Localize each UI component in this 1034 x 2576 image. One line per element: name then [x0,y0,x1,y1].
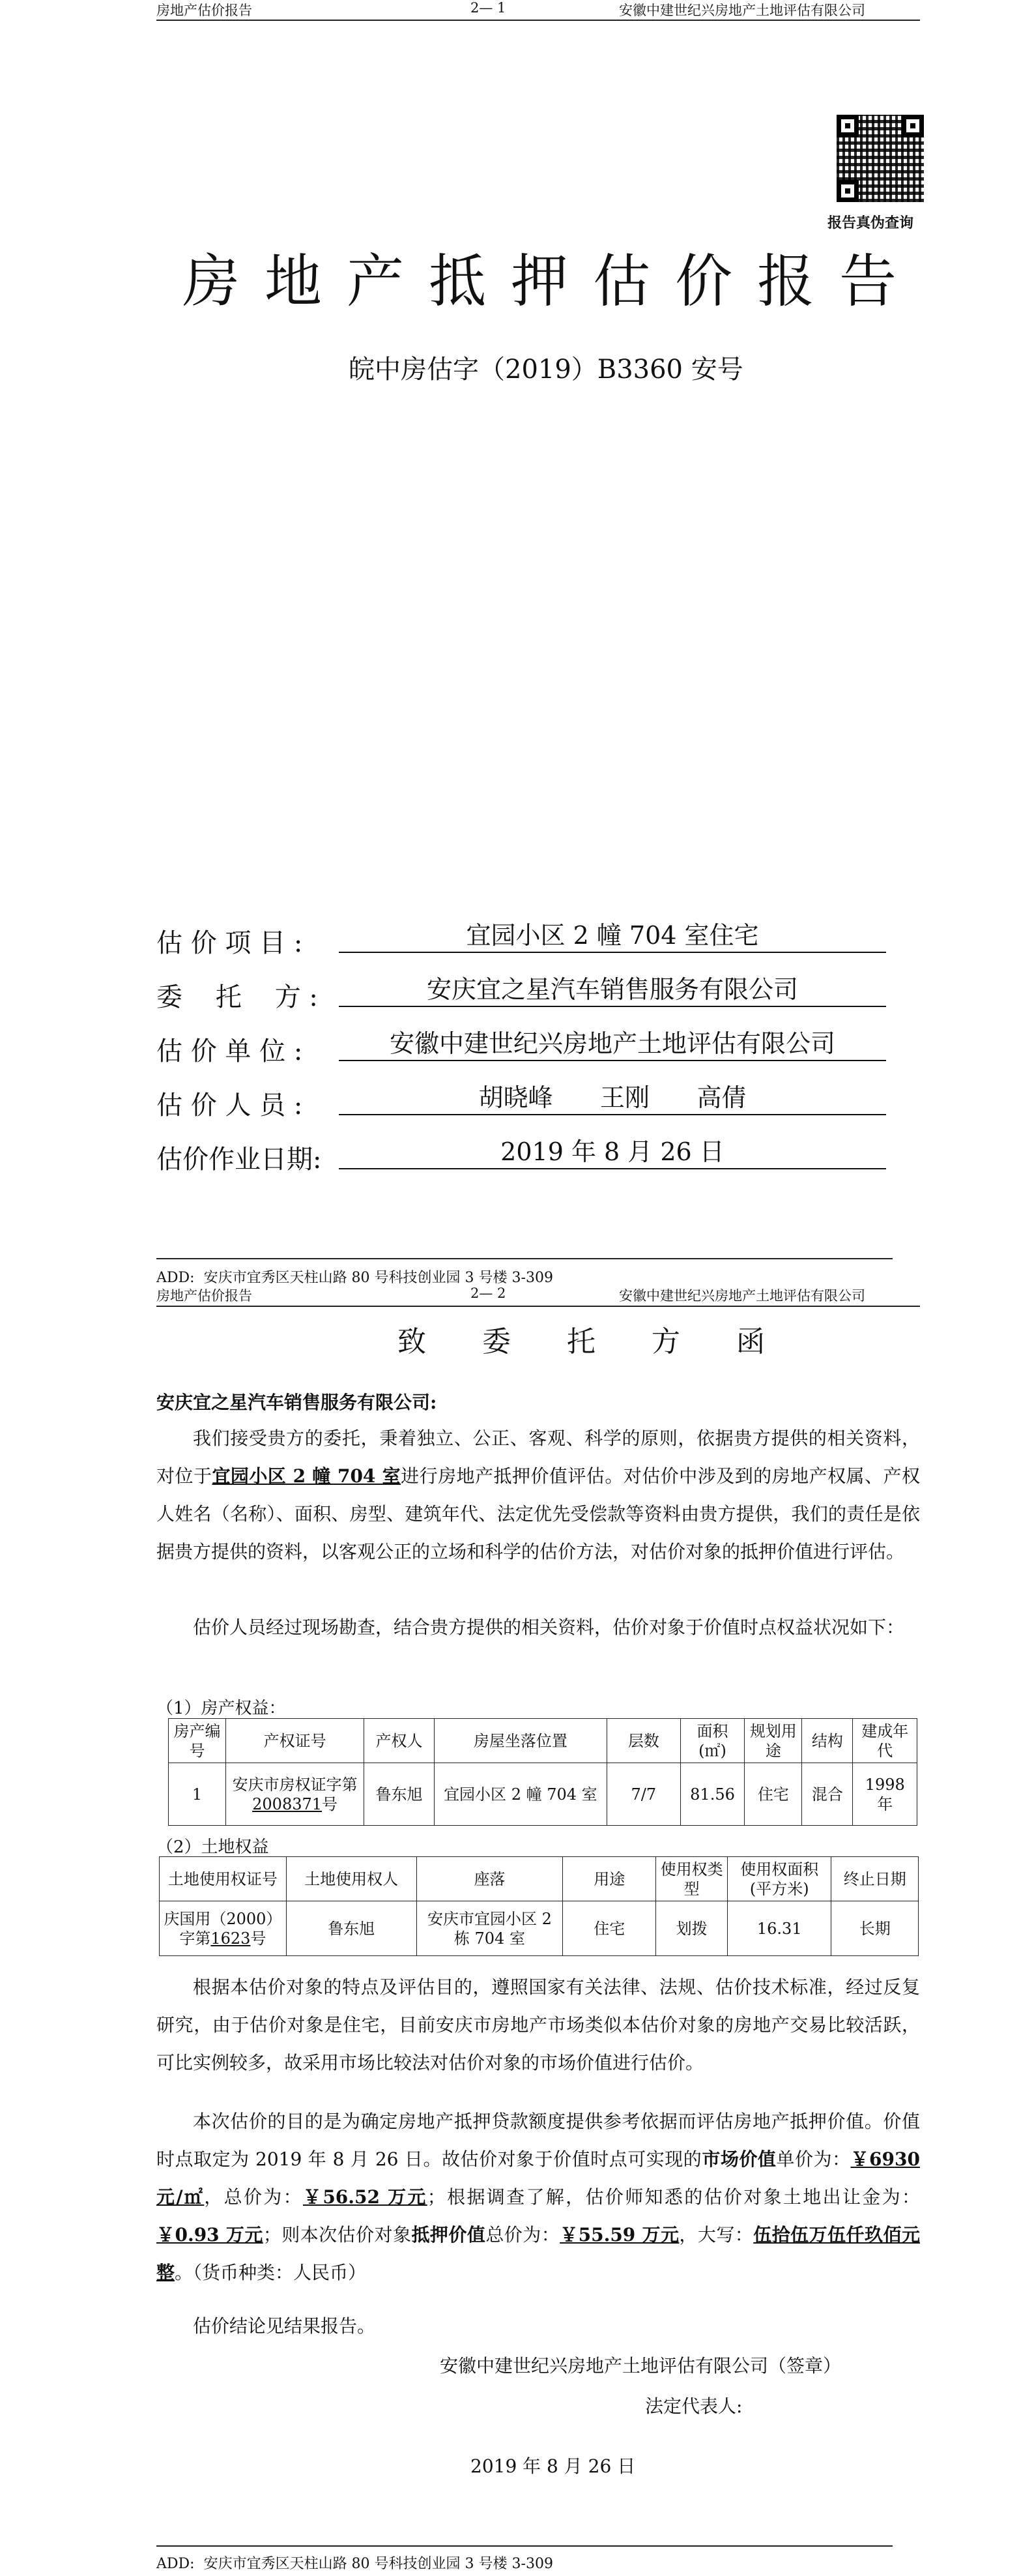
signature-line: 安徽中建世纪兴房地产土地评估有限公司（签章） [440,2355,842,2377]
land-rights-table [159,1856,919,1956]
table-header-cell: 终止日期 [831,1857,919,1901]
table-cell: 划拨 [656,1901,728,1956]
table-cell: 1 [169,1763,226,1826]
table-cell: 16.31 [727,1901,831,1956]
field-label-appraiser-unit: 估 价 单 位 : [156,1036,303,1066]
table-cell: 安庆市宜园小区 2 栋 704 室 [416,1901,563,1956]
header-right-2: 安徽中建世纪兴房地产土地评估有限公司 [619,1288,865,1304]
field-label-appraisers: 估 价 人 员 : [156,1090,303,1120]
table-cell: 混合 [802,1763,853,1826]
header-left: 房地产估价报告 [156,3,252,18]
field-value-appraiser-unit: 安徽中建世纪兴房地产土地评估有限公司 [339,1027,886,1061]
table-header-cell: 房屋坐落位置 [434,1719,607,1763]
paragraph-4: 本次估价的目的是为确定房地产抵押贷款额度提供参考依据而评估房地产抵押价值。价值时点取定为 2019 年 8 月 26 日。故估价对象于价值时点可实现的市场价值单价为：￥6930 元/㎡，总价为：￥56.52 万元；根据调查了解，估价师知悉的估价对象土地出让金为：￥0.93 万元；则本次估价对象抵押价值总价为：￥55.59 万元，大写：伍拾伍万伍仟玖佰元整。（货币种类：人民币） [156,2111,920,2283]
unit-price: ￥6930 元/㎡ [156,2148,920,2208]
land-rights-caption: （2）土地权益 [156,1837,269,1857]
field-value-appraisers: 胡晓峰 王刚 高倩 [339,1081,886,1115]
legal-representative: 法定代表人: [645,2395,743,2417]
table-cell: 庆国用（2000）字第1623号 [160,1901,287,1956]
qr-code[interactable] [837,115,924,202]
table-cell: 住宅 [563,1901,656,1956]
table-header-cell: 土地使用权证号 [160,1857,287,1901]
table-row [160,1901,919,1956]
header-rule [156,20,920,21]
table-cell: 81.56 [680,1763,745,1826]
footer-rule [156,1258,893,1259]
house-rights-caption: （1）房产权益： [156,1699,286,1718]
header-rule-2 [156,1306,920,1307]
qr-caption: 报告真伪查询 [827,214,914,231]
footer-address: ADD: 安庆市宜秀区天柱山路 80 号科技创业园 3 号楼 3-309 [156,1270,553,1286]
land-fee: ￥0.93 万元 [156,2224,263,2246]
field-label-project: 估 价 项 目 : [156,928,303,958]
table-header-cell: 建成年代 [853,1719,917,1763]
table-header-cell: 产权证号 [225,1719,364,1763]
header-left-2: 房地产估价报告 [156,1288,252,1304]
property-address: 宜园小区 2 幢 704 室 [212,1465,401,1487]
table-cell: 宜园小区 2 幢 704 室 [434,1763,607,1826]
paragraph-5: 估价结论见结果报告。 [193,2315,376,2337]
table-header-cell: 用途 [563,1857,656,1901]
header-right: 安徽中建世纪兴房地产土地评估有限公司 [619,3,865,18]
table-cell: 7/7 [607,1763,680,1826]
header-page-number: 2— 1 [470,0,506,16]
field-label-client: 委 托 方 : [156,982,318,1012]
paragraph-3: 根据本估价对象的特点及评估目的，遵照国家有关法律、法规、估价技术标准，经过反复研究，由于估价对象是住宅，目前安庆市房地产市场类似本估价对象的房地产交易比较活跃，可比实例较多，故采用市场比较法对估价对象的市场价值进行估价。 [156,1976,920,2073]
table-header-cell: 面积(㎡) [680,1719,745,1763]
letter-title: 致 委 托 方 函 [397,1325,788,1358]
report-title: 房地产抵押估价报告 [182,248,922,315]
table-cell: 住宅 [745,1763,802,1826]
table-cell: 鲁东旭 [286,1901,416,1956]
table-header-cell: 层数 [607,1719,680,1763]
table-header-row [160,1857,919,1901]
table-header-cell: 使用权面积(平方米) [727,1857,831,1901]
table-header-cell: 土地使用权人 [286,1857,416,1901]
table-header-cell: 结构 [802,1719,853,1763]
letter-date: 2019 年 8 月 26 日 [470,2455,636,2477]
table-header-cell: 规划用途 [745,1719,802,1763]
addressee: 安庆宜之星汽车销售服务有限公司: [156,1392,437,1413]
footer-address-2: ADD: 安庆市宜秀区天柱山路 80 号科技创业园 3 号楼 3-309 [156,2556,553,2572]
table-row [169,1763,917,1826]
paragraph-1: 我们接受贵方的委托，秉着独立、公正、客观、科学的原则，依据贵方提供的相关资料，对位于宜园小区 2 幢 704 室进行房地产抵押价值评估。对估价中涉及到的房地产权属、产权人姓名（名称）、面积、房型、建筑年代、法定优先受偿款等资料由贵方提供，我们的责任是依据贵方提供的资料，以客观公正的立场和科学的估价方法，对估价对象的抵押价值进行评估。 [156,1427,920,1562]
table-header-cell: 产权人 [364,1719,435,1763]
amount-in-words: 伍拾伍万伍仟玖佰元整 [156,2224,920,2283]
field-value-client: 安庆宜之星汽车销售服务有限公司 [339,973,886,1007]
field-value-project: 宜园小区 2 幢 704 室住宅 [339,919,886,953]
mortgage-value-label: 抵押价值 [411,2224,486,2246]
table-cell: 安庆市房权证字第2008371号 [225,1763,364,1826]
table-cell: 1998 年 [853,1763,917,1826]
table-header-cell: 房产编号 [169,1719,226,1763]
footer-rule-2 [156,2545,893,2547]
table-header-row [169,1719,917,1763]
paragraph-2: 估价人员经过现场勘查，结合贵方提供的相关资料，估价对象于价值时点权益状况如下： [193,1617,905,1638]
house-rights-table [168,1718,917,1826]
total-price: ￥56.52 万元 [302,2186,427,2208]
report-number: 皖中房估字（2019）B3360 安号 [349,355,743,385]
table-cell: 鲁东旭 [364,1763,435,1826]
field-value-date: 2019 年 8 月 26 日 [339,1135,886,1169]
table-header-cell: 使用权类型 [656,1857,728,1901]
table-cell: 长期 [831,1901,919,1956]
mortgage-total: ￥55.59 万元 [560,2224,680,2246]
field-label-date: 估价作业日期: [156,1145,322,1175]
header-page-number-2: 2— 2 [470,1285,506,1301]
market-value-label: 市场价值 [702,2148,777,2170]
table-header-cell: 座落 [416,1857,563,1901]
